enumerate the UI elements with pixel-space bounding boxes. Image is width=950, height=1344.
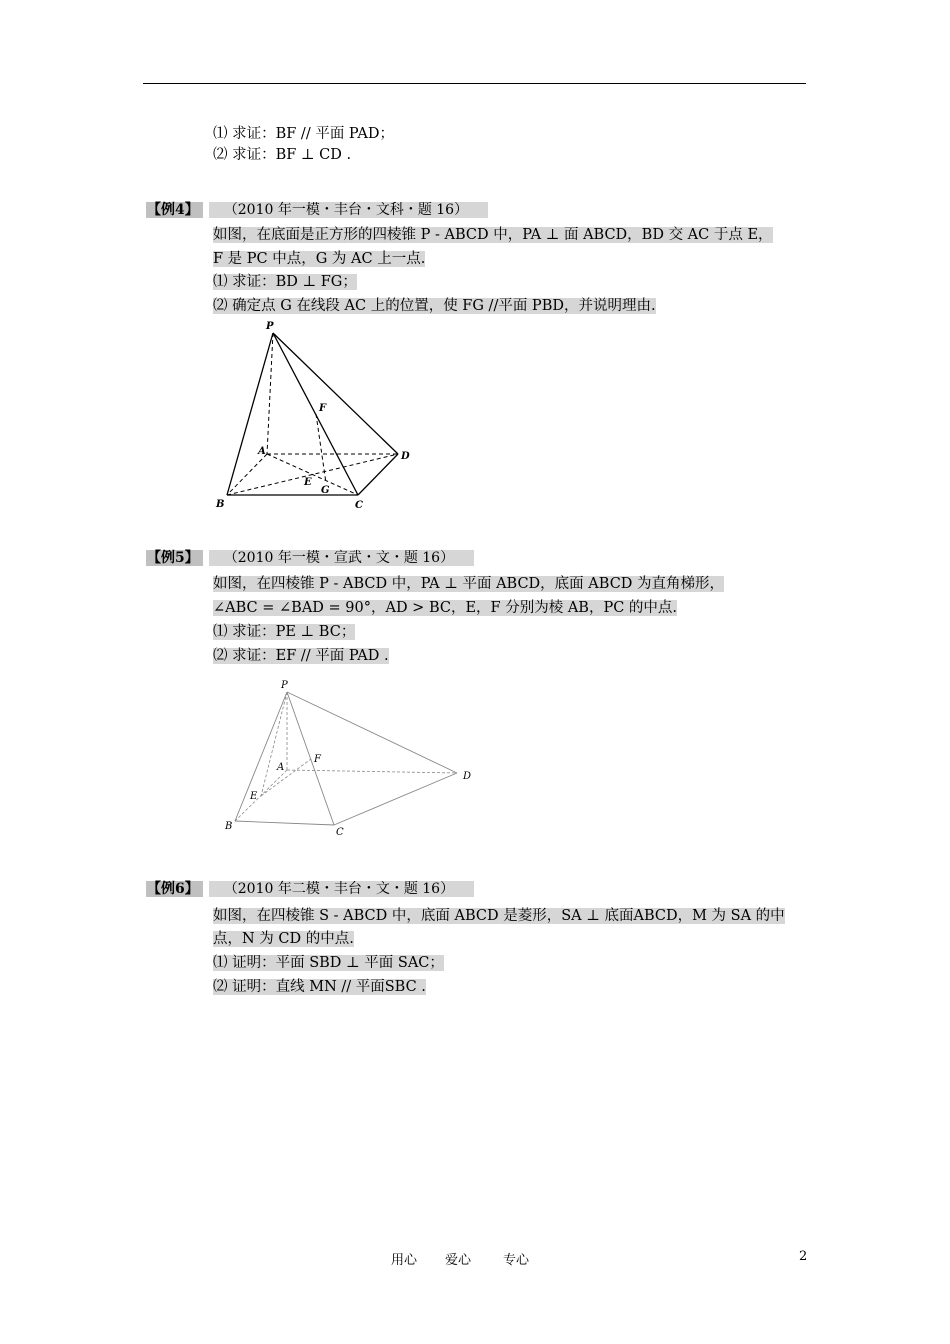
footer-left: 用心 [391, 1253, 418, 1268]
example-5-header [146, 548, 474, 568]
example-5-line-1 [213, 574, 724, 594]
example-4-text: ⑴ 求证：BD ⊥ FG； [213, 274, 357, 290]
example-5-line-4 [213, 646, 389, 666]
figure-5-label-d: D [463, 771, 472, 782]
example-5-text: ∠ABC = ∠BAD = 90°，AD > BC，E，F 分别为棱 AB，PC 的中点. [213, 600, 678, 616]
top-item-1: ⑴ 求证：BF // 平面 PAD； [213, 126, 394, 142]
example-4-line-3 [213, 272, 357, 292]
figure-4-label-f: F [319, 403, 327, 414]
footer-right: 专心 [503, 1253, 530, 1268]
top-item-2: ⑵ 求证：BF ⊥ CD . [213, 147, 352, 163]
figure-5-label-f: F [314, 754, 321, 765]
example-4-line-1 [213, 225, 773, 245]
figure-5-label-a: A [277, 762, 285, 773]
example-6-line-3 [213, 953, 444, 973]
figure-4-label-a: A [258, 446, 266, 457]
footer-middle: 爱心 [445, 1253, 472, 1268]
example-5-label: 【例5】 [146, 550, 203, 566]
figure-4-label-b: B [216, 499, 225, 510]
figure-5-label-e: E [250, 791, 258, 802]
figure-4-label-c: C [355, 500, 363, 511]
example-5-pyramid-figure [215, 672, 485, 842]
example-6-text: 点，N 为 CD 的中点. [213, 931, 354, 947]
example-6-line-2 [213, 929, 354, 949]
example-6-label: 【例6】 [146, 881, 203, 897]
example-6-text: ⑴ 证明：平面 SBD ⊥ 平面 SAC； [213, 955, 444, 971]
example-5-text: ⑵ 求证：EF // 平面 PAD . [213, 648, 389, 664]
example-5-line-2 [213, 598, 677, 618]
example-6-line-1 [213, 906, 785, 926]
example-5-source: （2010 年一模・宣武・文・题 16） [209, 550, 474, 566]
example-4-source: （2010 年一模・丰台・文科・题 16） [209, 202, 488, 218]
example-4-text: 如图，在底面是正方形的四棱锥 P - ABCD 中，PA ⊥ 面 ABCD，BD 交 AC 于点 E， [213, 227, 773, 243]
header-rule [143, 83, 806, 84]
example-6-line-4 [213, 977, 426, 997]
figure-5-label-p: P [281, 680, 288, 691]
example-6-source: （2010 年二模・丰台・文・题 16） [209, 881, 474, 897]
example-6-text: 如图，在四棱锥 S - ABCD 中，底面 ABCD 是菱形，SA ⊥ 底面ABCD，M 为 SA 的中 [213, 908, 785, 924]
example-4-line-4 [213, 296, 656, 316]
example-4-header [146, 200, 488, 220]
example-4-text: F 是 PC 中点，G 为 AC 上一点. [213, 251, 426, 267]
figure-5-label-c: C [336, 827, 344, 838]
example-4-text: ⑵ 确定点 G 在线段 AC 上的位置，使 FG //平面 PBD，并说明理由. [213, 298, 656, 314]
example-5-line-3 [213, 622, 355, 642]
example-4-label: 【例4】 [146, 202, 203, 218]
example-4-line-2 [213, 249, 425, 269]
example-6-text: ⑵ 证明：直线 MN // 平面SBC . [213, 979, 426, 995]
figure-4-label-d: D [401, 451, 410, 462]
example-5-text: 如图，在四棱锥 P - ABCD 中，PA ⊥ 平面 ABCD，底面 ABCD 为直角梯形， [213, 576, 725, 592]
figure-4-label-g: G [321, 485, 330, 496]
figure-5-label-b: B [225, 821, 233, 832]
example-5-text: ⑴ 求证：PE ⊥ BC； [213, 624, 356, 640]
figure-4-label-e: E [304, 477, 312, 488]
figure-4-label-p: P [266, 321, 274, 332]
example-4-pyramid-figure [205, 315, 425, 515]
example-6-header [146, 879, 474, 899]
page-number: 2 [799, 1249, 808, 1264]
